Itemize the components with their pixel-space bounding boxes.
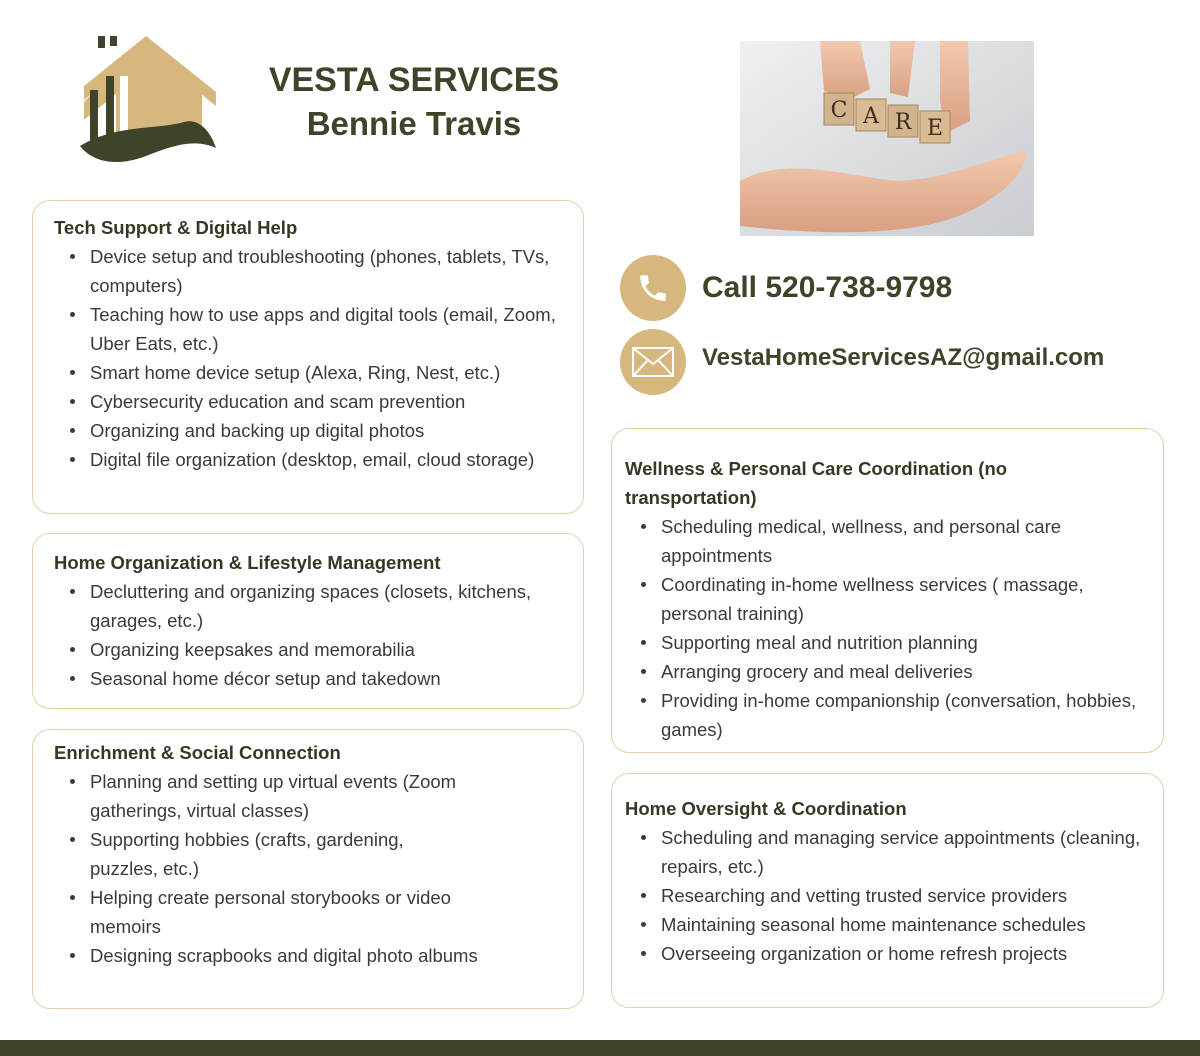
list-item: Digital file organization (desktop, email, cloud storage) (90, 445, 573, 474)
person-name: Bennie Travis (306, 105, 522, 142)
list-item: Organizing keepsakes and memorabilia (90, 635, 573, 664)
service-list (625, 823, 1155, 968)
care-photo (740, 41, 1034, 236)
house-logo-icon (76, 34, 220, 168)
card-title: Home Organization & Lifestyle Management (54, 552, 441, 573)
footer-bar (0, 1040, 1200, 1056)
card-tech-support (32, 200, 584, 514)
email-address[interactable]: VestaHomeServicesAZ@gmail.com (702, 344, 1105, 371)
list-item: Arranging grocery and meal deliveries (661, 657, 1143, 686)
brand-block (240, 60, 588, 148)
service-list (54, 242, 573, 474)
list-item: Planning and setting up virtual events (Zoom gatherings, virtual classes) (90, 767, 513, 825)
list-item: Scheduling and managing service appointments (cleaning, repairs, etc.) (661, 823, 1155, 881)
phone-number[interactable]: Call 520-738-9798 (702, 271, 953, 304)
list-item: Helping create personal storybooks or video memoirs (90, 883, 513, 941)
card-title: Home Oversight & Coordination (625, 798, 907, 819)
service-list (54, 577, 573, 693)
care-letter: E (926, 116, 944, 141)
list-item: Supporting hobbies (crafts, gardening, puzzles, etc.) (90, 825, 513, 883)
list-item: Designing scrapbooks and digital photo albums (90, 941, 513, 970)
card-title: Enrichment & Social Connection (54, 742, 341, 763)
list-item: Seasonal home décor setup and takedown (90, 664, 573, 693)
list-item: Smart home device setup (Alexa, Ring, Nest, etc.) (90, 358, 573, 387)
list-item: Teaching how to use apps and digital tools (email, Zoom, Uber Eats, etc.) (90, 300, 573, 358)
list-item: Supporting meal and nutrition planning (661, 628, 1143, 657)
care-letter: A (863, 104, 879, 129)
list-item: Researching and vetting trusted service providers (661, 881, 1155, 910)
list-item: Overseeing organization or home refresh projects (661, 939, 1155, 968)
company-name: VESTA SERVICES (268, 61, 560, 99)
list-item: Coordinating in-home wellness services ( massage, personal training) (661, 570, 1143, 628)
card-wellness (611, 428, 1164, 753)
card-title: Tech Support & Digital Help (54, 217, 298, 238)
card-home-oversight (611, 773, 1164, 1008)
list-item: Cybersecurity education and scam prevention (90, 387, 573, 416)
list-item: Organizing and backing up digital photos (90, 416, 573, 445)
card-title: Wellness & Personal Care Coordination (no transportation) (625, 458, 1008, 508)
care-letter: R (894, 110, 912, 135)
card-enrichment (32, 729, 584, 1009)
list-item: Scheduling medical, wellness, and personal care appointments (661, 512, 1143, 570)
list-item: Providing in-home companionship (conversation, hobbies, games) (661, 686, 1143, 744)
envelope-icon[interactable] (620, 329, 686, 395)
care-letter: C (830, 98, 848, 123)
phone-icon[interactable] (620, 255, 686, 321)
list-item: Maintaining seasonal home maintenance schedules (661, 910, 1155, 939)
service-list (625, 512, 1143, 744)
card-home-organization (32, 533, 584, 709)
list-item: Device setup and troubleshooting (phones, tablets, TVs, computers) (90, 242, 573, 300)
service-list (54, 767, 513, 970)
list-item: Decluttering and organizing spaces (closets, kitchens, garages, etc.) (90, 577, 573, 635)
